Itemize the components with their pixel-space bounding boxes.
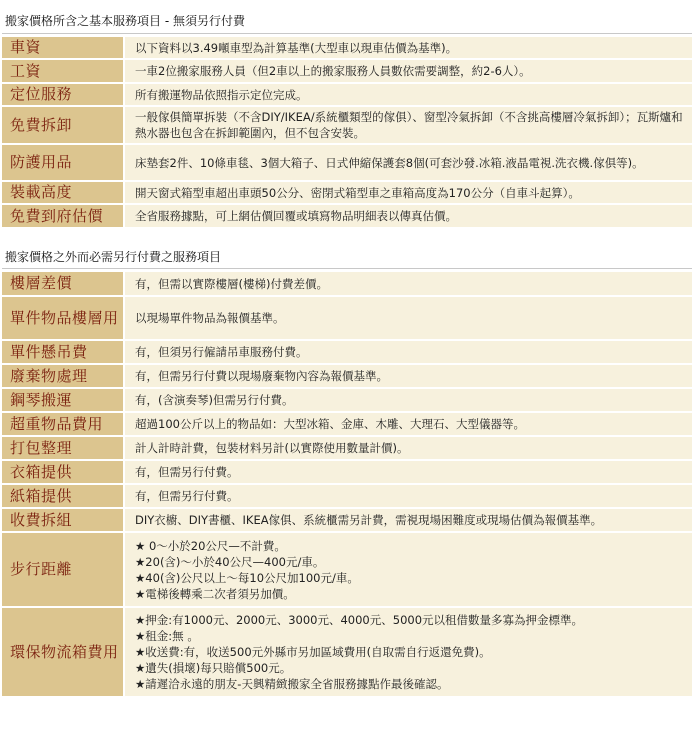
service-row <box>2 437 692 459</box>
service-row <box>2 509 692 531</box>
description-line: 有，但需以實際樓層(樓梯)付費差價。 <box>135 276 328 291</box>
service-row <box>2 60 692 82</box>
section-divider <box>2 268 692 269</box>
service-description <box>123 437 692 459</box>
service-label: 衣箱提供 <box>2 461 123 483</box>
service-row <box>2 297 692 339</box>
service-label: 免費到府估價 <box>2 205 123 227</box>
service-description <box>123 413 692 435</box>
service-description <box>123 272 692 295</box>
description-line: 全省服務據點，可上網估價回覆或填寫物品明細表以傳真估價。 <box>135 209 457 223</box>
service-row <box>2 389 692 411</box>
service-description <box>123 60 692 82</box>
service-description <box>123 37 692 58</box>
description-line: ★遺失(損壞)每只賠償500元。 <box>135 661 292 675</box>
description-line: 開天窗式箱型車超出車頭50公分、密閉式箱型車之車箱高度為170公分（自車斗起算）。 <box>135 185 580 200</box>
service-row <box>2 145 692 180</box>
description-line: 有，但需另行付費。 <box>135 489 239 503</box>
description-line: ★收送費:有，收送500元外縣市另加區域費用(自取需自行返還免費)。 <box>135 645 491 659</box>
service-row <box>2 461 692 483</box>
description-line: 有，但須另行僱請吊車服務付費。 <box>135 345 308 359</box>
description-line: ★請遲洽永遠的朋友-天興精緻搬家全省服務據點作最後確認。 <box>135 677 449 691</box>
service-row <box>2 182 692 203</box>
service-label: 裝載高度 <box>2 182 123 203</box>
service-label: 定位服務 <box>2 84 123 105</box>
service-description <box>123 297 692 339</box>
service-label: 單件懸吊費 <box>2 341 123 363</box>
basic-services-table <box>2 35 692 229</box>
description-line: ★20(含)～小於40公尺—400元/車。 <box>135 554 325 569</box>
description-line: 有，(含演奏琴)但需另行付費。 <box>135 393 294 407</box>
service-row <box>2 205 692 227</box>
service-label: 環保物流箱費用 <box>2 608 123 696</box>
service-label: 免費拆卸 <box>2 107 123 143</box>
service-description <box>123 608 692 696</box>
service-label: 防護用品 <box>2 145 123 180</box>
service-description <box>123 205 692 227</box>
service-label: 工資 <box>2 60 123 82</box>
description-line: 超過100公斤以上的物品如：大型冰箱、金庫、木雕、大理石、大型儀器等。 <box>135 417 525 431</box>
description-line: 有，但需另行付費。 <box>135 465 239 479</box>
service-label: 鋼琴搬運 <box>2 389 123 411</box>
description-line: ★租金:無 。 <box>135 629 199 643</box>
description-line: 一車2位搬家服務人員（但2車以上的搬家服務人員數依需要調整，約2-6人）。 <box>135 64 531 78</box>
service-row <box>2 37 692 58</box>
description-line: 有，但需另行付費以現場廢棄物內容為報價基準。 <box>135 369 388 383</box>
service-description <box>123 533 692 606</box>
service-row <box>2 107 692 143</box>
service-row <box>2 365 692 387</box>
service-row <box>2 413 692 435</box>
description-line: 床墊套2件、10條車毯、3個大箱子、日式伸縮保護套8個(可套沙發.冰箱.液晶電視.洗衣機.傢俱等)。 <box>135 155 644 170</box>
service-description <box>123 389 692 411</box>
service-row <box>2 533 692 606</box>
service-row <box>2 84 692 105</box>
service-label: 超重物品費用 <box>2 413 123 435</box>
description-line: 以下資料以3.49噸車型為計算基準(大型車以現車估價為基準)。 <box>135 40 458 55</box>
service-label: 車資 <box>2 37 123 58</box>
description-line: 計人計時計費，包裝材料另計(以實際使用數量計價)。 <box>135 441 409 455</box>
section-basic-title: 搬家價格所含之基本服務項目 - 無須另行付費 <box>5 14 245 28</box>
description-line: 所有搬運物品依照指示定位完成。 <box>135 87 308 102</box>
extra-fee-services-table <box>2 270 692 698</box>
section-divider <box>2 33 692 34</box>
service-label: 打包整理 <box>2 437 123 459</box>
service-label: 紙箱提供 <box>2 485 123 507</box>
service-label: 單件物品樓層用 <box>2 297 123 339</box>
service-description <box>123 461 692 483</box>
service-description <box>123 84 692 105</box>
service-label: 步行距離 <box>2 533 123 606</box>
description-line: ★電梯後轉乘二次者須另加價。 <box>135 586 295 601</box>
service-description <box>123 485 692 507</box>
description-line: 一般傢俱簡單拆裝（不含DIY/IKEA/系統櫃類型的傢俱）、窗型冷氣拆卸（不含挑高樓層冷氣拆卸）；瓦斯爐和熱水器也包含在拆卸範圍內，但不包含安裝。 <box>135 110 683 140</box>
description-line: ★ 0～小於20公尺—不計費。 <box>135 538 286 553</box>
service-row <box>2 341 692 363</box>
service-row <box>2 272 692 295</box>
description-line: ★40(含)公尺以上～每10公尺加100元/車。 <box>135 570 359 585</box>
service-row <box>2 485 692 507</box>
service-row <box>2 608 692 696</box>
service-description <box>123 365 692 387</box>
service-description <box>123 341 692 363</box>
section-extra-title: 搬家價格之外而必需另行付費之服務項目 <box>5 250 222 264</box>
service-label: 收費拆組 <box>2 509 123 531</box>
service-label: 廢棄物處理 <box>2 365 123 387</box>
description-line: ★押金:有1000元、2000元、3000元、4000元、5000元以租借數量多寡為押金標準。 <box>135 613 584 627</box>
description-line: DIY衣櫥、DIY書櫃、IKEA傢俱、系統櫃需另計費，需視現場困難度或現場估價為報價基準。 <box>135 513 603 527</box>
service-label: 樓層差價 <box>2 272 123 295</box>
service-description <box>123 182 692 203</box>
service-description <box>123 145 692 180</box>
service-description <box>123 107 692 143</box>
description-line: 以現場單件物品為報價基準。 <box>135 311 285 325</box>
service-description <box>123 509 692 531</box>
